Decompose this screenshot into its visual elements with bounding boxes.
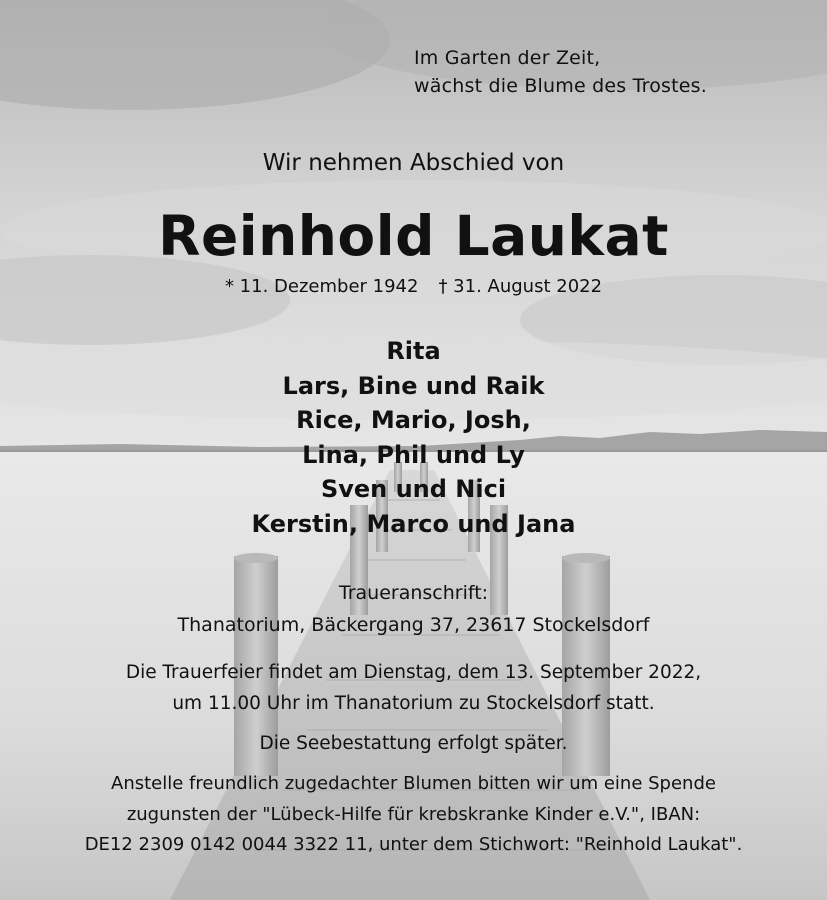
death-date: † 31. August 2022 — [438, 276, 603, 297]
donation-line-2: zugunsten der "Lübeck-Hilfe für krebskranke Kinder e.V.", IBAN: — [126, 803, 701, 825]
donation-line-1: Anstelle freundlich zugedachter Blumen bitten wir um eine Spende — [111, 773, 716, 794]
ceremony-line-1: Die Trauerfeier findet am Dienstag, dem 13. September 2022, — [125, 662, 702, 683]
farewell-intro: Wir nehmen Abschied von — [262, 150, 565, 176]
mourner-line: Lina, Phil und Ly — [302, 440, 525, 469]
donation-line-3: DE12 2309 0142 0044 3322 11, unter dem Stichwort: "Reinhold Laukat". — [84, 834, 743, 855]
mourners-list — [0, 334, 827, 541]
donation-request — [0, 769, 827, 861]
sea-burial-info: Die Seebestattung erfolgt später. — [259, 733, 568, 754]
consolation-quote — [414, 44, 814, 100]
mourner-line: Kerstin, Marco und Jana — [251, 509, 576, 538]
mourner-line: Rice, Mario, Josh, — [296, 406, 531, 434]
funeral-ceremony-info — [0, 658, 827, 719]
ceremony-line-2: um 11.00 Uhr im Thanatorium zu Stockelsdorf statt. — [172, 692, 655, 714]
mourner-line: Rita — [386, 337, 441, 365]
mourning-address — [0, 577, 827, 641]
address-value: Thanatorium, Bäckergang 37, 23617 Stockelsdorf — [177, 614, 650, 636]
address-label: Traueranschrift: — [338, 582, 489, 604]
mourner-line: Lars, Bine und Raik — [282, 371, 545, 400]
quote-line-2: wächst die Blume des Trostes. — [414, 75, 708, 97]
deceased-name: Reinhold Laukat — [158, 204, 669, 268]
mourner-line: Sven und Nici — [320, 475, 507, 503]
life-dates — [0, 273, 827, 301]
quote-line-1: Im Garten der Zeit, — [414, 47, 601, 69]
birth-date: * 11. Dezember 1942 — [224, 276, 419, 297]
